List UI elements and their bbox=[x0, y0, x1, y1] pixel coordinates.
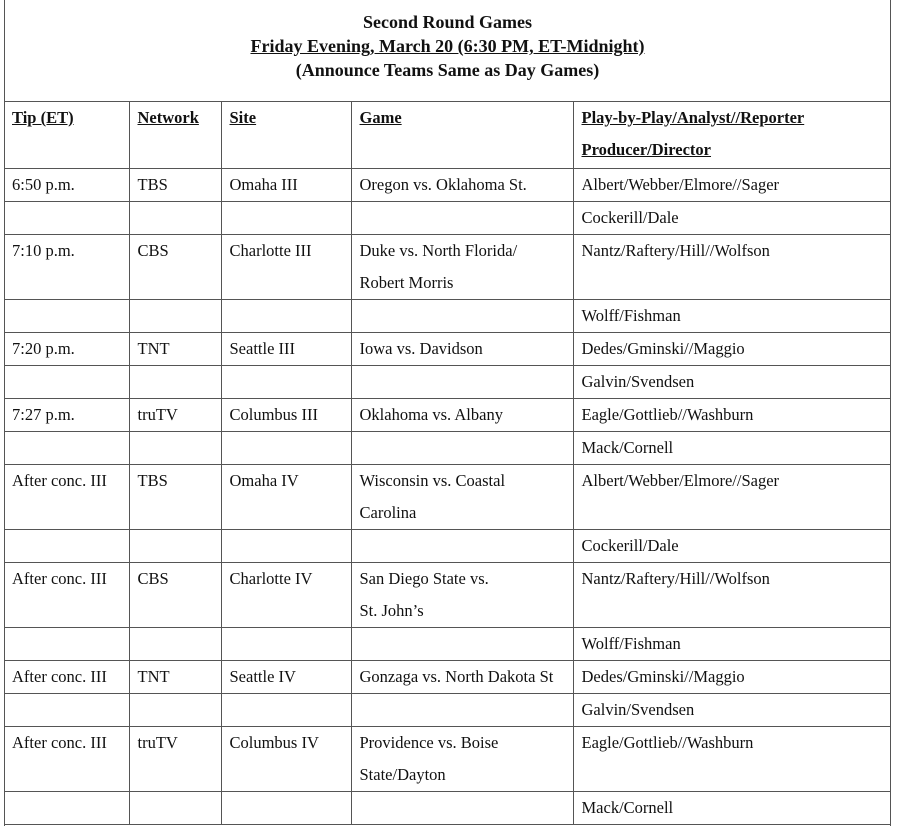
game-cell: Duke vs. North Florida/ Robert Morris bbox=[351, 234, 573, 299]
site-cell: Columbus IV bbox=[221, 726, 351, 791]
network-cell: TBS bbox=[129, 168, 221, 201]
network-cell: TBS bbox=[129, 464, 221, 529]
network-cell: truTV bbox=[129, 398, 221, 431]
game-cell: Oklahoma vs. Albany bbox=[351, 398, 573, 431]
table-row bbox=[4, 529, 891, 562]
table-row bbox=[4, 791, 891, 824]
tip-cell: 7:27 p.m. bbox=[4, 398, 129, 431]
table-row bbox=[4, 234, 891, 299]
table-row bbox=[4, 365, 891, 398]
game-cell: Providence vs. Boise State/Dayton bbox=[351, 726, 573, 791]
table-row bbox=[4, 562, 891, 627]
column-header-site: Site bbox=[221, 102, 351, 168]
column-header-crew: Play-by-Play/Analyst//Reporter Producer/Director bbox=[573, 102, 891, 168]
announcers-cell: Albert/Webber/Elmore//Sager bbox=[573, 168, 891, 201]
announcers-cell: Dedes/Gminski//Maggio bbox=[573, 332, 891, 365]
tip-cell: After conc. III bbox=[4, 464, 129, 529]
announcers-cell: Nantz/Raftery/Hill//Wolfson bbox=[573, 234, 891, 299]
table-row bbox=[4, 431, 891, 464]
production-cell: Wolff/Fishman bbox=[573, 627, 891, 660]
production-cell: Galvin/Svendsen bbox=[573, 693, 891, 726]
announcers-cell: Albert/Webber/Elmore//Sager bbox=[573, 464, 891, 529]
site-cell: Omaha III bbox=[221, 168, 351, 201]
schedule-subtitle: Friday Evening, March 20 (6:30 PM, ET-Midnight) bbox=[250, 36, 645, 56]
network-cell: truTV bbox=[129, 726, 221, 791]
game-cell: Gonzaga vs. North Dakota St bbox=[351, 660, 573, 693]
column-header-network: Network bbox=[129, 102, 221, 168]
game-cell: Iowa vs. Davidson bbox=[351, 332, 573, 365]
schedule-header bbox=[4, 0, 891, 102]
table-row bbox=[4, 168, 891, 201]
column-header-tip: Tip (ET) bbox=[4, 102, 129, 168]
network-cell: CBS bbox=[129, 562, 221, 627]
tip-cell: 6:50 p.m. bbox=[4, 168, 129, 201]
column-header-game: Game bbox=[351, 102, 573, 168]
table-row bbox=[4, 398, 891, 431]
schedule-title: Second Round Games bbox=[362, 12, 533, 32]
site-cell: Seattle III bbox=[221, 332, 351, 365]
production-cell: Wolff/Fishman bbox=[573, 299, 891, 332]
schedule-table bbox=[4, 102, 891, 825]
announcers-cell: Eagle/Gottlieb//Washburn bbox=[573, 398, 891, 431]
table-header-row bbox=[4, 102, 891, 168]
network-cell: TNT bbox=[129, 332, 221, 365]
table-row bbox=[4, 299, 891, 332]
game-cell: San Diego State vs. St. John’s bbox=[351, 562, 573, 627]
network-cell: CBS bbox=[129, 234, 221, 299]
network-cell: TNT bbox=[129, 660, 221, 693]
site-cell: Seattle IV bbox=[221, 660, 351, 693]
production-cell: Galvin/Svendsen bbox=[573, 365, 891, 398]
game-cell: Wisconsin vs. Coastal Carolina bbox=[351, 464, 573, 529]
table-row bbox=[4, 693, 891, 726]
announcers-cell: Nantz/Raftery/Hill//Wolfson bbox=[573, 562, 891, 627]
table-row bbox=[4, 201, 891, 234]
production-cell: Cockerill/Dale bbox=[573, 201, 891, 234]
site-cell: Charlotte III bbox=[221, 234, 351, 299]
tip-cell: After conc. III bbox=[4, 562, 129, 627]
announcers-cell: Eagle/Gottlieb//Washburn bbox=[573, 726, 891, 791]
game-cell: Oregon vs. Oklahoma St. bbox=[351, 168, 573, 201]
site-cell: Charlotte IV bbox=[221, 562, 351, 627]
table-row bbox=[4, 726, 891, 791]
schedule-note: (Announce Teams Same as Day Games) bbox=[295, 60, 600, 80]
production-cell: Mack/Cornell bbox=[573, 431, 891, 464]
production-cell: Mack/Cornell bbox=[573, 791, 891, 824]
tip-cell: After conc. III bbox=[4, 726, 129, 791]
tip-cell: After conc. III bbox=[4, 660, 129, 693]
table-row bbox=[4, 464, 891, 529]
tip-cell: 7:20 p.m. bbox=[4, 332, 129, 365]
announcers-cell: Dedes/Gminski//Maggio bbox=[573, 660, 891, 693]
tip-cell: 7:10 p.m. bbox=[4, 234, 129, 299]
table-row bbox=[4, 660, 891, 693]
production-cell: Cockerill/Dale bbox=[573, 529, 891, 562]
table-row bbox=[4, 332, 891, 365]
site-cell: Columbus III bbox=[221, 398, 351, 431]
table-row bbox=[4, 627, 891, 660]
site-cell: Omaha IV bbox=[221, 464, 351, 529]
